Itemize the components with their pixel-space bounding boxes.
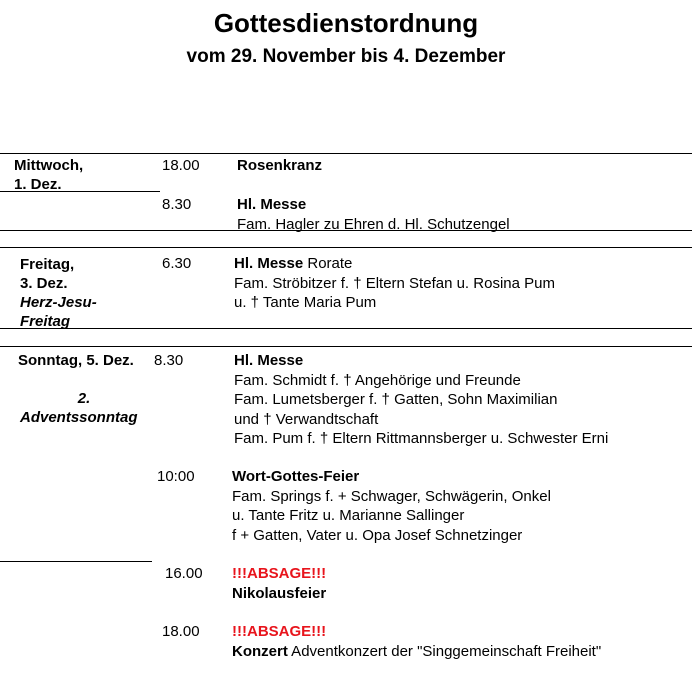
intention-line: u. † Tante Maria Pum <box>234 294 377 311</box>
service-entry: !!!ABSAGE!!! Konzert Adventkonzert der "Singgemeinschaft Freiheit" <box>232 623 602 660</box>
service-time: 8.30 <box>162 196 192 213</box>
service-entry <box>232 564 326 603</box>
service-time: 10:00 <box>157 468 195 485</box>
intention-line: f + Gatten, Vater u. Opa Josef Schnetzinger <box>232 526 523 544</box>
service-entry <box>232 467 551 545</box>
service-time: 8.30 <box>154 352 184 369</box>
page-subtitle: vom 29. November bis 4. Dezember <box>186 46 506 67</box>
cancellation-notice: !!!ABSAGE!!! <box>232 565 327 582</box>
service-title: Rosenkranz <box>237 157 323 174</box>
page-title: Gottesdienstordnung <box>213 8 479 38</box>
divider <box>0 153 692 154</box>
service-time: 16.00 <box>165 565 203 582</box>
day-label: Sonntag, 5. Dez. <box>18 352 134 369</box>
service-time: 6.30 <box>162 255 192 272</box>
service-title: Konzert <box>232 642 288 660</box>
day-label: Mittwoch, 1. Dez. <box>14 157 84 193</box>
intention-line: Fam. Pum f. † Eltern Rittmannsberger u. Schwester Erni <box>234 430 609 447</box>
service-title: Nikolausfeier <box>232 584 327 602</box>
intention-line: Fam. Ströbitzer f. † Eltern Stefan u. Rosina Pum <box>234 274 555 292</box>
service-title: Hl. Messe <box>234 352 304 369</box>
intention-line: Fam. Hagler zu Ehren d. Hl. Schutzengel <box>237 215 510 233</box>
intention-line: u. Tante Fritz u. Marianne Sallinger <box>232 507 465 524</box>
intention-line: Fam. Schmidt f. † Angehörige und Freunde <box>234 371 521 389</box>
divider <box>0 561 152 562</box>
day-label: Freitag, 3. Dez. Herz-Jesu- Freitag <box>20 256 97 330</box>
divider <box>0 247 692 248</box>
service-time: 18.00 <box>162 623 200 640</box>
service-entry <box>234 351 608 449</box>
divider <box>0 346 692 347</box>
intention-line: und † Verwandtschaft <box>234 410 379 428</box>
service-title: Hl. Messe <box>237 196 307 213</box>
cancellation-notice: !!!ABSAGE!!! <box>232 623 327 640</box>
service-entry: Hl. Messe Rorate Fam. Ströbitzer f. † Eltern Stefan u. Rosina Pum u. † Tante Maria Pum <box>234 255 555 311</box>
day-label: 2. Adventssonntag <box>20 390 138 426</box>
divider <box>0 328 692 329</box>
service-time: 18.00 <box>162 157 200 174</box>
service-title: Wort-Gottes-Feier <box>232 468 360 485</box>
service-title: Hl. Messe <box>234 255 304 272</box>
intention-line: Fam. Lumetsberger f. † Gatten, Sohn Maximilian <box>234 391 558 408</box>
service-entry <box>237 195 510 234</box>
intention-line: Fam. Springs f. + Schwager, Schwägerin, Onkel <box>232 487 551 505</box>
